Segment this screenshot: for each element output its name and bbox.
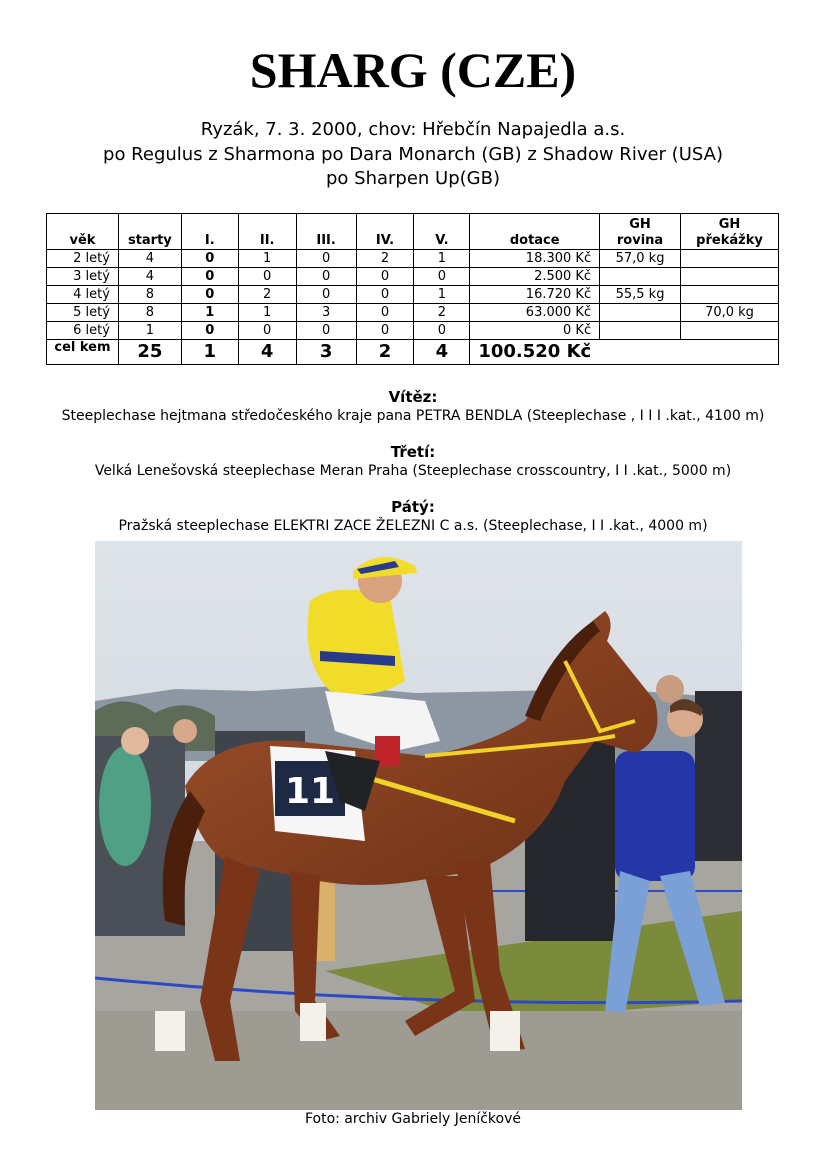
table-cell: 0 [414, 322, 470, 340]
table-cell: 8 [118, 286, 181, 304]
result-race-fifth: Pražská steeplechase ELEKTRI ZACE ŽELEZNI C a.s. (Steeplechase, I I .kat., 4000 m) [118, 518, 708, 534]
table-cell: 0 [356, 304, 414, 322]
photo-caption: Foto: archiv Gabriely Jeníčkové [304, 1111, 522, 1127]
table-cell: 2 [238, 286, 296, 304]
pedigree-line: po Sharpen Up(GB) [326, 168, 500, 189]
total-label: cel kem [47, 340, 119, 365]
table-cell: 1 [414, 286, 470, 304]
table-row [47, 286, 779, 304]
table-row [47, 322, 779, 340]
table-cell: 0 [356, 268, 414, 286]
table-cell: 0 [356, 322, 414, 340]
total-first: 1 [181, 340, 238, 365]
total-prize-money: 100.520 Kč [470, 340, 779, 365]
result-heading-third: Třetí: [390, 443, 436, 461]
table-cell: 0 [414, 268, 470, 286]
column-header: GH překážky [681, 214, 779, 250]
table-cell: 4 [118, 250, 181, 268]
column-header: věk [47, 214, 119, 250]
table-cell [681, 286, 779, 304]
table-cell: 2 [356, 250, 414, 268]
table-cell: 3 letý [47, 268, 119, 286]
table-cell: 0 [296, 250, 356, 268]
table-row [47, 268, 779, 286]
table-cell [681, 322, 779, 340]
table-cell: 0 [181, 268, 238, 286]
result-heading-winner: Vítěz: [388, 388, 438, 406]
total-fourth: 2 [356, 340, 414, 365]
table-cell: 0 Kč [470, 322, 600, 340]
column-header: III. [296, 214, 356, 250]
saddle-number: 11 [285, 771, 336, 812]
table-cell: 0 [296, 286, 356, 304]
column-header: IV. [356, 214, 414, 250]
table-cell: 63.000 Kč [470, 304, 600, 322]
page-title: SHARG (CZE) [249, 42, 577, 98]
horse-photo [95, 541, 742, 1110]
pedigree-line: po Regulus z Sharmona po Dara Monarch (GB) z Shadow River (USA) [103, 144, 723, 165]
total-starts: 25 [118, 340, 181, 365]
table-total-row [47, 340, 779, 365]
table-cell: 2 [414, 304, 470, 322]
table-header-row [47, 214, 779, 250]
table-cell: 0 [181, 322, 238, 340]
table-cell: 2.500 Kč [470, 268, 600, 286]
table-cell: 0 [296, 268, 356, 286]
table-cell: 18.300 Kč [470, 250, 600, 268]
table-cell: 3 [296, 304, 356, 322]
result-race-winner: Steeplechase hejtmana středočeského kraje pana PETRA BENDLA (Steeplechase , I I I .kat., 4100 m) [61, 408, 765, 424]
table-cell: 0 [356, 286, 414, 304]
table-cell: 0 [238, 268, 296, 286]
total-fifth: 4 [414, 340, 470, 365]
table-cell: 8 [118, 304, 181, 322]
table-cell: 0 [181, 250, 238, 268]
table-cell [600, 304, 681, 322]
table-cell [600, 322, 681, 340]
table-cell [600, 268, 681, 286]
table-cell: 1 [118, 322, 181, 340]
table-cell: 4 [118, 268, 181, 286]
table-cell: 55,5 kg [600, 286, 681, 304]
table-cell: 0 [296, 322, 356, 340]
column-header: dotace [470, 214, 600, 250]
table-cell: 2 letý [47, 250, 119, 268]
result-race-third: Velká Lenešovská steeplechase Meran Praha (Steeplechase crosscountry, I I .kat., 5000 m) [94, 463, 732, 479]
table-cell: 0 [181, 286, 238, 304]
result-heading-fifth: Pátý: [391, 498, 435, 516]
table-cell: 4 letý [47, 286, 119, 304]
table-cell: 6 letý [47, 322, 119, 340]
race-statistics-table [46, 213, 779, 365]
total-second: 4 [238, 340, 296, 365]
table-row [47, 250, 779, 268]
table-cell: 1 [238, 250, 296, 268]
table-row [47, 304, 779, 322]
table-cell: 70,0 kg [681, 304, 779, 322]
table-cell: 5 letý [47, 304, 119, 322]
photo-illustration [95, 541, 742, 1110]
table-cell: 1 [238, 304, 296, 322]
table-cell: 16.720 Kč [470, 286, 600, 304]
table-cell: 57,0 kg [600, 250, 681, 268]
column-header: V. [414, 214, 470, 250]
table-cell: 0 [238, 322, 296, 340]
table-cell: 1 [414, 250, 470, 268]
total-third: 3 [296, 340, 356, 365]
column-header: GH rovina [600, 214, 681, 250]
column-header: starty [118, 214, 181, 250]
table-cell: 1 [181, 304, 238, 322]
table-cell [681, 250, 779, 268]
table-cell [681, 268, 779, 286]
horse-info-line: Ryzák, 7. 3. 2000, chov: Hřebčín Napajedla a.s. [200, 119, 626, 140]
column-header: II. [238, 214, 296, 250]
column-header: I. [181, 214, 238, 250]
